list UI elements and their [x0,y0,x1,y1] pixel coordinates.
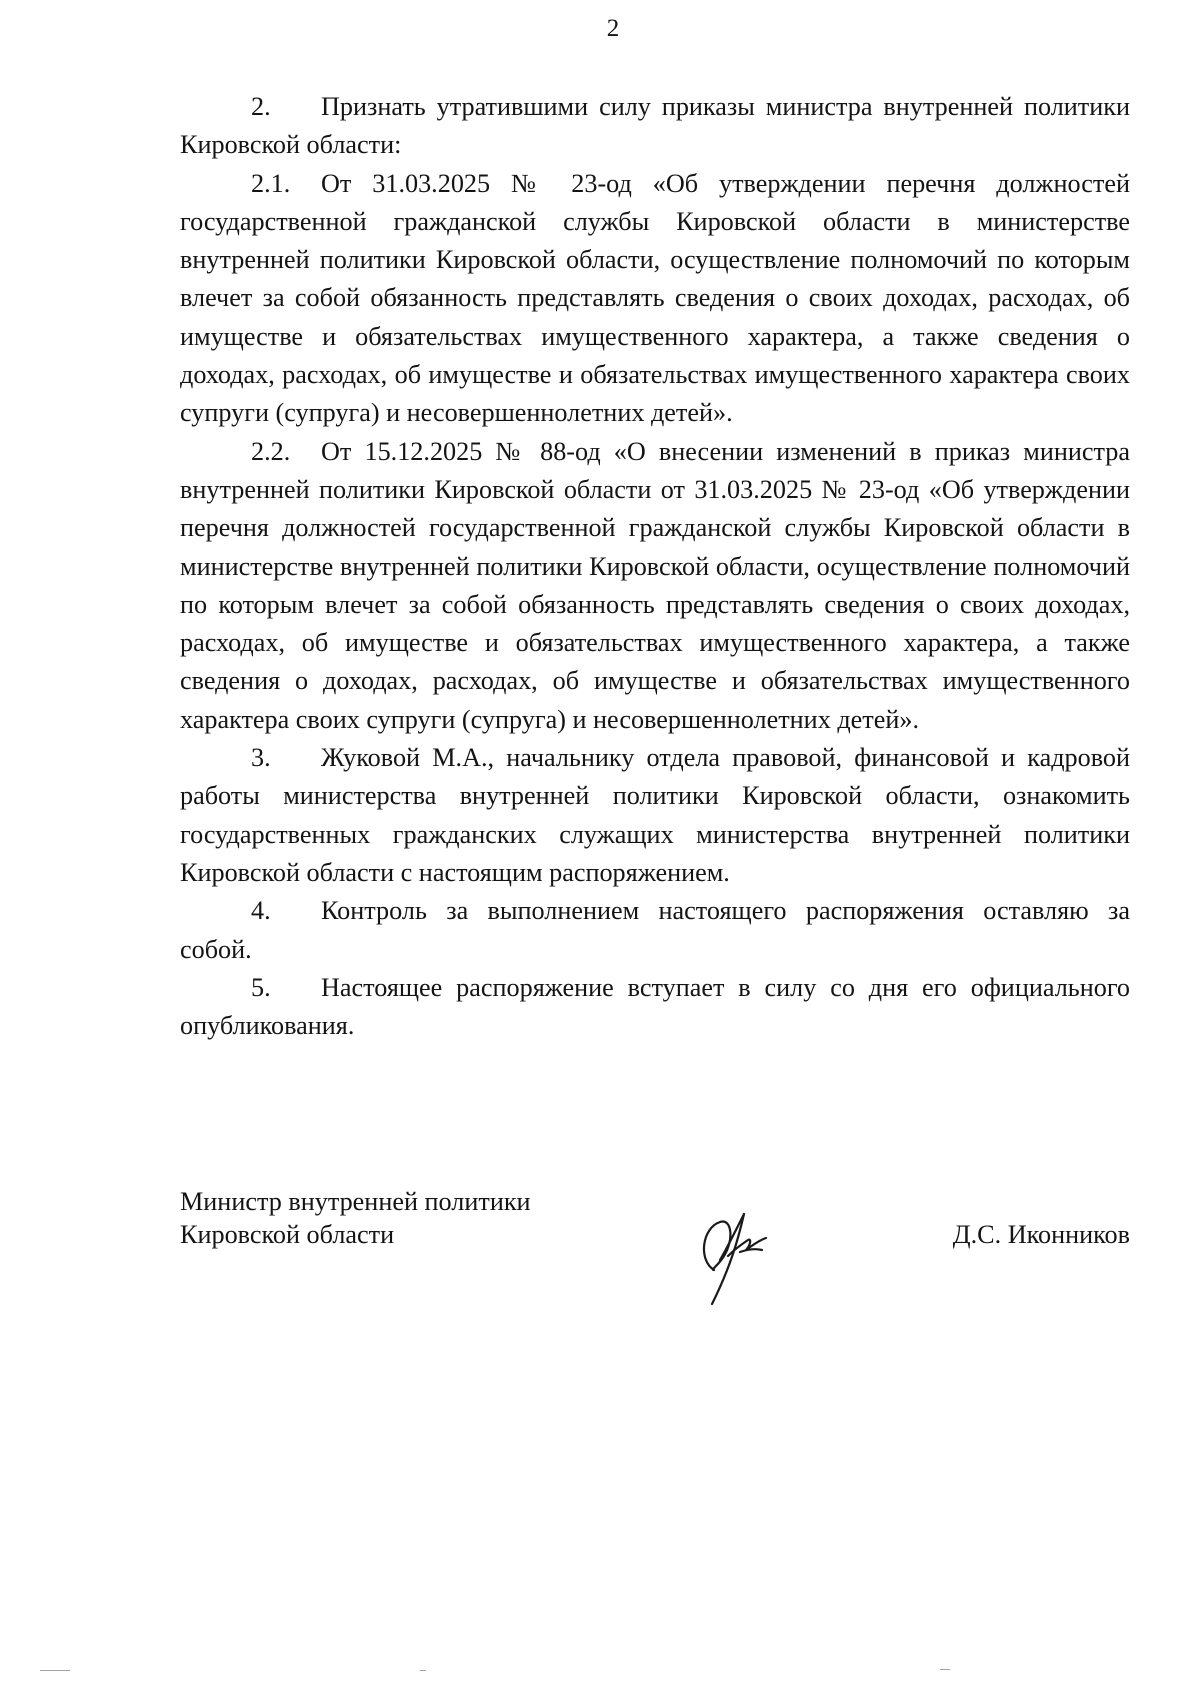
paragraph-number: 2. [251,92,271,121]
signatory-title-line2: Кировской области [180,1220,395,1249]
paragraph-text: Признать утратившими силу приказы министра внутренней политики Кировской области: [180,92,1130,160]
page-number: 2 [606,15,620,42]
scan-artifact [420,1670,426,1671]
paragraph-text: Настоящее распоряжение вступает в силу со дня его официального опубликования. [180,972,1130,1041]
signatory-name: Д.С. Иконников [952,1220,1130,1249]
paragraph-3 [180,739,1130,892]
paragraph-text: Контроль за выполнением настоящего распоряжения оставляю за собой. [180,896,1130,964]
paragraph-text: От 31.03.2025 № 23-од «Об утверждении перечня должностей государственной гражданской службы Кировской области в министерстве внутренней политики Кировской области, осуществление полномочий по которым влечет за собой обязанность представлять сведения о своих доходах, расходах, об имуществе и обязательствах имущественного характера, а также сведения о доходах, расходах, об имуществе и обязательствах имущественного характера своих супруги (супруга) и несовершеннолетних детей». [180,168,1130,428]
paragraph-4 [180,892,1130,969]
paragraph-2-2 [180,433,1130,739]
paragraph-5 [180,969,1130,1046]
paragraph-2 [180,88,1130,165]
signature-block [180,1185,1130,1305]
paragraph-number: 3. [251,743,271,773]
paragraph-number: 2.2. [251,436,291,466]
paragraph-number: 5. [251,972,271,1002]
handwritten-signature-icon [690,1200,780,1310]
paragraph-number: 4. [251,896,271,926]
paragraph-number: 2.1. [251,168,291,198]
paragraph-text: Жуковой М.А., начальнику отдела правовой, финансовой и кадровой работы министерства внутренней политики Кировской области, ознакомить государственных гражданских служащих министерства внутренней политики Кировской области с настоящим распоряжением. [180,743,1130,887]
paragraph-2-1 [180,165,1130,433]
signatory-title [180,1185,531,1251]
scan-artifact [40,1670,70,1671]
scan-artifact [940,1669,950,1670]
signatory-title-line1: Министр внутренней политики [180,1187,531,1216]
document-body [180,88,1130,1045]
paragraph-text: От 15.12.2025 № 88-од «О внесении изменений в приказ министра внутренней политики Кировской области от 31.03.2025 № 23-од «Об утверждении перечня должностей государственной гражданской службы Кировской области в министерстве внутренней политики Кировской области, осуществление полномочий по которым влечет за собой обязанность представлять сведения о своих доходах, расходах, об имуществе и обязательствах имущественного характера, а также сведения о доходах, расходах, об имуществе и обязательствах имущественного характера своих супруги (супруга) и несовершеннолетних детей». [180,436,1130,734]
